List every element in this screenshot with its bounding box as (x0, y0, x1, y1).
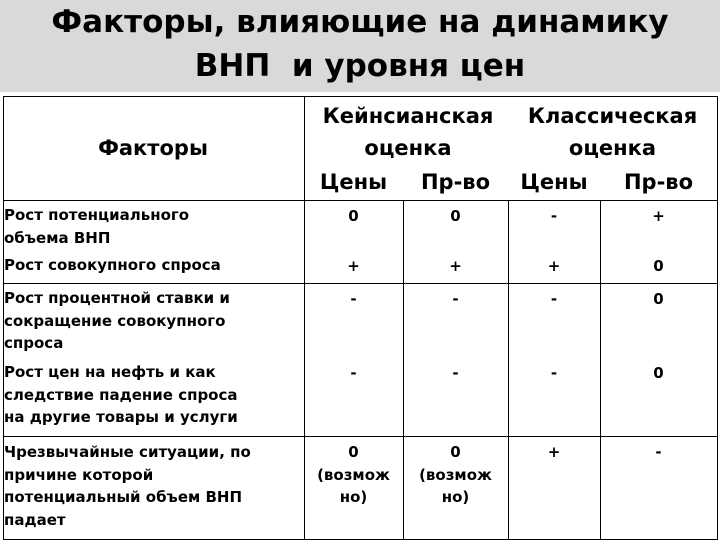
row-value-classic-output: - (655, 443, 662, 461)
page-title-line-1: Факторы, влияющие на динамику (51, 4, 669, 40)
row-factor: Рост потенциального объема ВНП (4, 206, 190, 247)
row-value-classic-output: + (652, 207, 665, 225)
header-classic-line2: оценка (568, 136, 657, 160)
header-keynes-line2: оценка (364, 136, 452, 160)
row-factor: Рост совокупного спроса (4, 256, 221, 274)
row-value-keynes-prices: - (350, 364, 357, 382)
row-value-classic-prices: + (547, 443, 561, 461)
page-title-line-2: ВНП и уровня цен (194, 48, 526, 84)
row-value-classic-output: 0 (653, 257, 664, 275)
row-factor: Чрезвычайные ситуации, по причине которой потенциальный объем ВНП падает (4, 443, 251, 529)
row-value-classic-output: 0 (653, 290, 664, 308)
row-factor: Рост цен на нефть и как следствие падение спроса на другие товары и услуги (4, 363, 238, 426)
header-output-classic: Пр-во (623, 170, 694, 194)
row-value-classic-prices: - (550, 364, 558, 382)
row-value-keynes-output: + (449, 257, 462, 275)
row-value-keynes-prices: - (350, 290, 357, 308)
header-prices-classic: Цены (520, 170, 588, 194)
row-value-keynes-prices: 0 (348, 207, 359, 225)
row-value-classic-prices: + (547, 257, 561, 275)
row-value-keynes-output: 0 (возмож но) (419, 443, 492, 506)
header-output-keynes: Пр-во (420, 170, 491, 194)
row-value-classic-prices: - (550, 207, 558, 225)
row-factor: Рост процентной ставки и сокращение совокупного спроса (4, 289, 230, 352)
header-classic-line1: Классическая (527, 104, 698, 128)
header-factors: Факторы (98, 136, 208, 160)
row-value-keynes-output: - (452, 364, 459, 382)
row-value-keynes-output: 0 (450, 207, 461, 225)
header-prices-keynes: Цены (319, 170, 388, 194)
row-value-classic-output: 0 (653, 364, 664, 382)
row-value-keynes-output: - (452, 290, 459, 308)
header-keynes-line1: Кейнсианская (322, 104, 494, 128)
row-value-keynes-prices: 0 (возмож но) (317, 443, 390, 506)
row-value-classic-prices: - (550, 290, 558, 308)
row-value-keynes-prices: + (347, 257, 360, 275)
